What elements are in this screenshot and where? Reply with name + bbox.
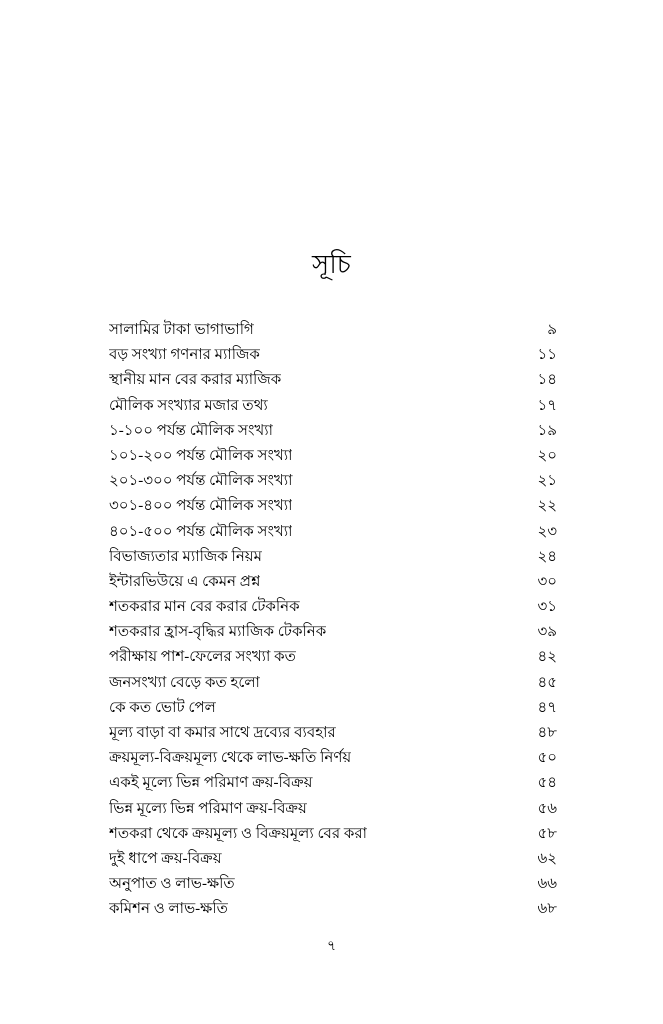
toc-entry-page-number: ২২ [537,498,557,515]
toc-entry[interactable] [109,721,557,746]
toc-entry-title: জনসংখ্যা বেড়ে কত হলো [109,674,260,691]
toc-entry-page-number: ৬৬ [537,876,557,893]
toc-entry-page-number: ২৪ [537,548,557,565]
toc-entry-title: পরীক্ষায় পাশ-ফেলের সংখ্যা কত [109,649,296,666]
toc-entry-page-number: ১১ [537,347,557,364]
toc-entry[interactable] [109,822,557,847]
toc-entry-title: মৌলিক সংখ্যার মজার তথ্য [109,397,268,414]
toc-entry-title: মূল্য বাড়া বা কমার সাথে দ্রব্যের ব্যবহার [109,725,336,741]
toc-entry-title: শতকরার হ্রাস-বৃদ্ধির ম্যাজিক টেকনিক [109,624,327,641]
toc-entry[interactable] [109,696,557,721]
toc-entry-page-number: ১৪ [537,372,557,389]
toc-entry[interactable] [109,620,557,645]
toc-entry-page-number: ২০ [537,447,557,464]
toc-entry-title: কমিশন ও লাভ-ক্ষতি [109,901,228,918]
toc-entry-page-number: ৩০ [537,573,557,590]
toc-entry-page-number: ৬২ [537,850,557,867]
toc-entry[interactable] [109,545,557,570]
toc-entry[interactable] [109,343,557,368]
page-title: সূচি [311,250,352,280]
toc-entry-title: একই মূল্যে ভিন্ন পরিমাণ ক্রয়-বিক্রয় [109,775,313,792]
toc-entry-page-number: ৫৪ [537,775,557,792]
toc-entry[interactable] [109,368,557,393]
toc-entry-title: বিভাজ্যতার ম্যাজিক নিয়ম [109,548,262,565]
page-folio-number: ৭ [326,939,337,954]
toc-entry[interactable] [109,645,557,670]
toc-entry[interactable] [109,469,557,494]
toc-entry-page-number: ৪৭ [537,699,557,716]
toc-entry-page-number: ২১ [537,473,557,490]
toc-entry-page-number: ৫৮ [537,825,557,842]
toc-entry-page-number: ৩৯ [537,624,557,641]
toc-entry[interactable] [109,847,557,872]
toc-entry[interactable] [109,746,557,771]
toc-entry-title: শতকরা থেকে ক্রয়মূল্য ও বিক্রয়মূল্য বের করা [109,825,367,842]
toc-entry-title: ভিন্ন মূল্যে ভিন্ন পরিমাণ ক্রয়-বিক্রয় [109,800,307,817]
toc-entry-title: অনুপাত ও লাভ-ক্ষতি [109,876,235,893]
table-of-contents-list [109,318,557,923]
toc-entry-title: ৪০১-৫০০ পর্যন্ত মৌলিক সংখ্যা [109,523,293,540]
toc-entry[interactable] [109,897,557,922]
toc-entry-title: সালামির টাকা ভাগাভাগি [109,322,254,338]
toc-entry[interactable] [109,520,557,545]
toc-entry-page-number: ১৭ [537,397,557,414]
toc-entry-title: ২০১-৩০০ পর্যন্ত মৌলিক সংখ্যা [109,473,293,490]
toc-entry-title: স্থানীয় মান বের করার ম্যাজিক [109,372,282,389]
toc-entry[interactable] [109,797,557,822]
toc-entry[interactable] [109,595,557,620]
toc-entry-page-number: ২৩ [537,523,557,540]
toc-entry-page-number: ৫৬ [537,800,557,817]
toc-entry-page-number: ৯ [547,322,557,338]
toc-entry-page-number: ৪৮ [537,725,557,741]
toc-entry[interactable] [109,394,557,419]
toc-entry[interactable] [109,444,557,469]
toc-entry-title: কে কত ভোট পেল [109,699,216,716]
toc-entry[interactable] [109,771,557,796]
toc-entry-title: ১০১-২০০ পর্যন্ত মৌলিক সংখ্যা [109,447,293,464]
toc-entry-title: দুই ধাপে ক্রয়-বিক্রয় [109,850,222,867]
toc-entry-title: ৩০১-৪০০ পর্যন্ত মৌলিক সংখ্যা [109,498,293,515]
toc-entry-page-number: ৩১ [537,599,557,616]
toc-entry[interactable] [109,671,557,696]
toc-entry-page-number: ৬৮ [537,901,557,918]
toc-entry-title: ১-১০০ পর্যন্ত মৌলিক সংখ্যা [109,422,273,439]
toc-entry-title: ক্রয়মূল্য-বিক্রয়মূল্য থেকে লাভ-ক্ষতি নির্ণয় [109,750,352,767]
toc-entry-page-number: ৪২ [537,649,557,666]
toc-entry[interactable] [109,318,557,343]
toc-entry[interactable] [109,872,557,897]
toc-entry-title: ইন্টারভিউয়ে এ কেমন প্রশ্ন [109,573,261,590]
toc-entry-title: শতকরার মান বের করার টেকনিক [109,599,300,616]
toc-entry[interactable] [109,570,557,595]
toc-entry-title: বড় সংখ্যা গণনার ম্যাজিক [109,347,260,364]
toc-entry[interactable] [109,419,557,444]
toc-entry-page-number: ৫০ [537,750,557,767]
toc-entry-page-number: ১৯ [537,422,557,439]
toc-entry[interactable] [109,494,557,519]
toc-entry-page-number: ৪৫ [537,674,557,691]
